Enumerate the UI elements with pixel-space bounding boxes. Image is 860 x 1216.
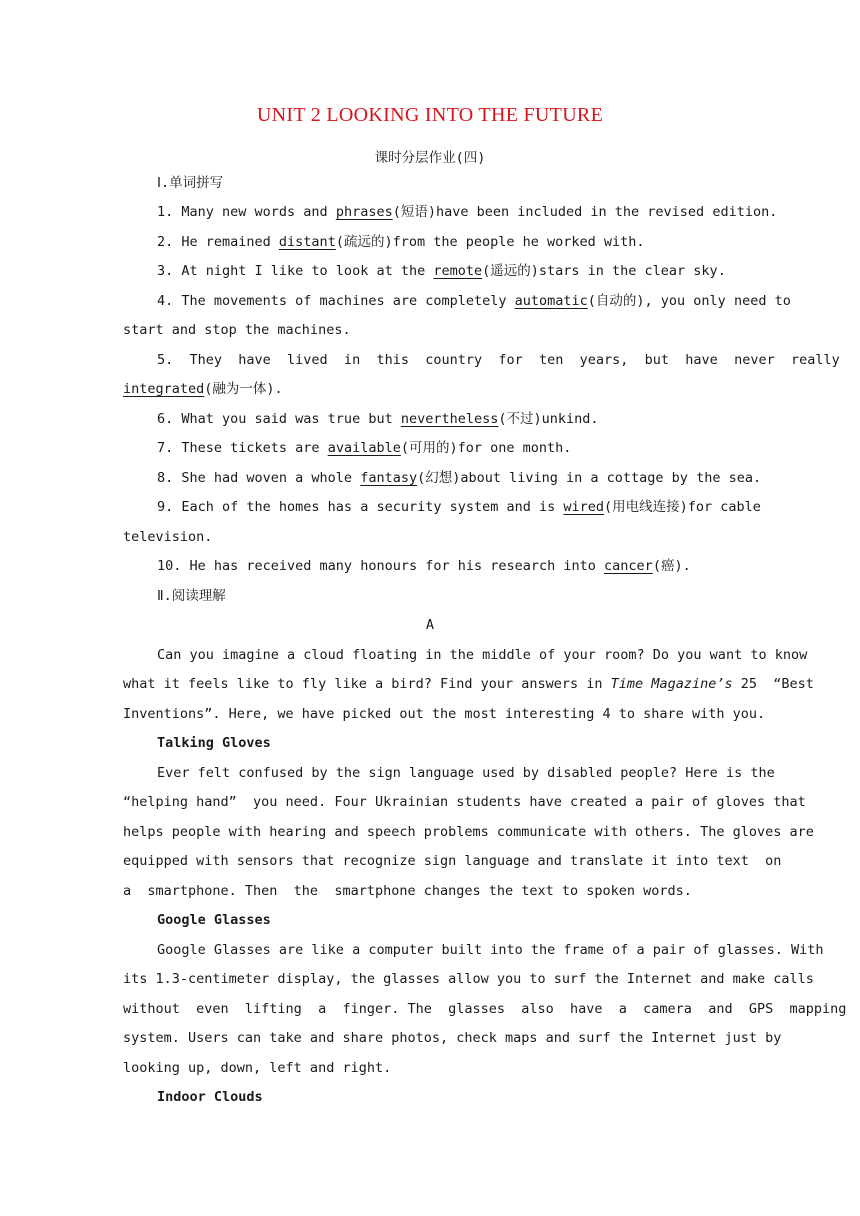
- intro-line-2: [123, 674, 814, 694]
- item-text: 7. These tickets are: [157, 440, 328, 456]
- item-text: (自动的), you only need to: [587, 293, 791, 309]
- item-text: (不过)unkind.: [498, 411, 599, 427]
- intro-line-1: Can you imagine a cloud floating in the middle of your room? Do you want to know: [157, 647, 808, 663]
- spelling-item-9: [157, 497, 761, 517]
- item-text: (融为一体).: [204, 381, 283, 397]
- item-text: (癌).: [652, 558, 691, 574]
- gloves-line-3: helps people with hearing and speech problems communicate with others. The gloves are: [123, 824, 814, 840]
- intro-text: what it feels like to fly like a bird? Find your answers in: [123, 676, 611, 692]
- answer-word: nevertheless: [400, 411, 499, 427]
- spelling-item-5: 5. They have lived in this country for ten years, but have never really: [157, 352, 840, 368]
- spelling-item-2: [157, 232, 737, 252]
- google-glasses-heading: Google Glasses: [157, 912, 271, 928]
- glasses-line-4: system. Users can take and share photos, check maps and surf the Internet just by: [123, 1030, 782, 1046]
- spelling-item-4: [157, 291, 791, 311]
- item-text: 4. The movements of machines are completely: [157, 293, 515, 309]
- glasses-line-1: Google Glasses are like a computer built into the frame of a pair of glasses. With: [157, 942, 824, 958]
- answer-word: phrases: [335, 204, 393, 220]
- spelling-item-10: [157, 556, 737, 576]
- answer-word: fantasy: [360, 470, 418, 486]
- gloves-line-1: Ever felt confused by the sign language used by disabled people? Here is the: [157, 765, 775, 781]
- talking-gloves-heading: Talking Gloves: [157, 735, 271, 751]
- section1-heading: Ⅰ.单词拼写: [157, 175, 224, 191]
- unit-title: UNIT 2 LOOKING INTO THE FUTURE: [256, 104, 604, 126]
- item-text: (短语)have been included in the revised edition.: [392, 204, 778, 220]
- indoor-clouds-heading: Indoor Clouds: [157, 1089, 263, 1105]
- item-text: 10. He has received many honours for his research into: [157, 558, 605, 574]
- glasses-line-5: looking up, down, left and right.: [123, 1060, 392, 1076]
- intro-text: 25 “Best: [732, 676, 814, 692]
- item-text: (幻想)about living in a cottage by the sea.: [417, 470, 762, 486]
- gloves-line-2: “helping hand” you need. Four Ukrainian students have created a pair of gloves that: [123, 794, 806, 810]
- homework-subtitle: 课时分层作业(四): [374, 150, 486, 166]
- spelling-item-4-cont: start and stop the machines.: [123, 322, 351, 338]
- spelling-item-8: [157, 468, 762, 488]
- spelling-item-7: [157, 438, 737, 458]
- item-text: 9. Each of the homes has a security system and is: [157, 499, 564, 515]
- gloves-line-4: equipped with sensors that recognize sign language and translate it into text on: [123, 853, 782, 869]
- gloves-line-5: a smartphone. Then the smartphone changes the text to spoken words.: [123, 883, 692, 899]
- magazine-name: Time Magazine’s: [610, 676, 733, 692]
- passage-label: A: [425, 617, 435, 633]
- spelling-item-9-cont: television.: [123, 529, 213, 545]
- spelling-item-5-cont: [123, 379, 737, 399]
- item-text: 6. What you said was true but: [157, 411, 401, 427]
- answer-word: remote: [433, 263, 483, 279]
- glasses-line-3: without even lifting a finger. The glasses also have a camera and GPS mapping: [123, 1001, 847, 1017]
- intro-line-3: Inventions”. Here, we have picked out the most interesting 4 to share with you.: [123, 706, 766, 722]
- item-text: (可用的)for one month.: [400, 440, 572, 456]
- answer-word: automatic: [514, 293, 588, 309]
- item-text: 2. He remained: [157, 234, 279, 250]
- answer-word: cancer: [604, 558, 653, 574]
- item-text: (疏远的)from the people he worked with.: [335, 234, 645, 250]
- spelling-item-3: [157, 261, 737, 281]
- item-text: (用电线连接)for cable: [604, 499, 761, 515]
- spelling-item-6: [157, 409, 737, 429]
- section2-heading: Ⅱ.阅读理解: [157, 588, 226, 604]
- answer-word: wired: [563, 499, 605, 515]
- item-text: 8. She had woven a whole: [157, 470, 361, 486]
- spelling-item-1: [157, 202, 778, 222]
- item-text: 1. Many new words and: [157, 204, 336, 220]
- answer-word: available: [327, 440, 401, 456]
- answer-word: integrated: [123, 381, 205, 397]
- glasses-line-2: its 1.3-centimeter display, the glasses allow you to surf the Internet and make calls: [123, 971, 814, 987]
- item-text: 3. At night I like to look at the: [157, 263, 434, 279]
- answer-word: distant: [278, 234, 336, 250]
- item-text: (遥远的)stars in the clear sky.: [482, 263, 726, 279]
